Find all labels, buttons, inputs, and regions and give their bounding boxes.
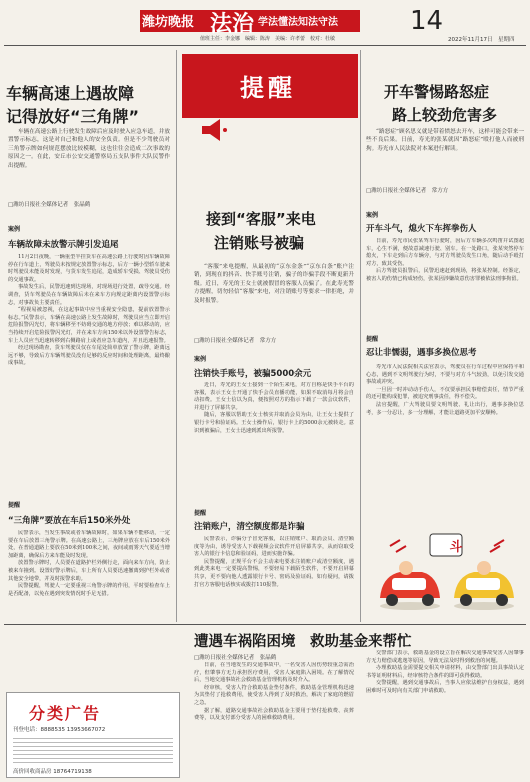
col2-tip-body bbox=[194, 536, 354, 622]
col1-title-line2: 记得放好“三角牌” bbox=[6, 107, 140, 126]
paragraph: 交警部门表示，救助基金的设立旨在解决交通事故受害人因肇事方无力赔偿或逃逸等原因，导致无法及时得到救治的问题。 bbox=[366, 650, 524, 664]
col2-case-tag: 案例 bbox=[194, 356, 207, 363]
col2-tip-tag: 提醒 bbox=[194, 510, 207, 517]
paragraph: 事故发生后，民警迅速到达现场，对现场进行处置，疏导交通。经调查，货车驾驶员在车辆故障后未在来车方向规定距离内设置警示标志，对事故负主要责任。 bbox=[8, 284, 170, 306]
col3-tip-tag: 提醒 bbox=[366, 336, 379, 343]
masthead-rule bbox=[4, 45, 526, 46]
ad-bottom-line: 高价回收商品房 18764719138 bbox=[13, 769, 92, 775]
col1-title-line1: 车辆高速上遇故障 bbox=[6, 84, 135, 103]
col1-lead: 车辆在高速公路上行驶发生故障后应及时驶入应急车道，并放置警示标志，这是对自己和他人的安全负责。但是不少驾驶员对三角警示牌如何规范摆放比较模糊，这也往往会造成二次事故的原因之一。在此，安丘市公安交通警察局五支队事件大队民警作出提醒。 bbox=[8, 129, 170, 169]
col1-case-tag: 案例 bbox=[8, 226, 21, 233]
paragraph: 交警提醒，遇到交通事故后，当事人应依法维护自身权益，遇到困难时可及时向有关部门申请救助。 bbox=[366, 680, 524, 694]
col2-case-body bbox=[194, 382, 354, 504]
masthead bbox=[0, 0, 530, 44]
col3-case-title: 开车斗气，熄火下车挥拳伤人 bbox=[366, 224, 477, 234]
bullhorn-icon bbox=[200, 116, 228, 148]
illustration-sign: 斗 bbox=[449, 540, 463, 555]
col3-byline: □潍坊日报社全媒体记者 常方方 bbox=[366, 188, 449, 194]
col2-tip-title: 注销账户，清空额度都是诈骗 bbox=[194, 522, 305, 532]
bottom-title: 遭遇车祸陷困境 救助基金来帮忙 bbox=[194, 634, 412, 650]
page-number: 14 bbox=[410, 6, 444, 36]
paragraph: 民警提醒，正规平台不会主动来电要求注销账户或清空额度，遇到此类来电一定要提高警惕，不要轻易下载陌生软件，不要开启屏幕共享，更不要向他人透露银行卡号、密码及验证码。如有疑问，请拨打官方客服电话核实或拨打110报警。 bbox=[194, 558, 354, 588]
bottom-body-left bbox=[194, 662, 354, 776]
classified-ad bbox=[6, 692, 180, 778]
issue-date: 2022年11月17日 bbox=[448, 37, 493, 43]
col2-case-title: 注销快手账号，被骗5000余元 bbox=[194, 369, 312, 379]
paragraph: 据了解，道路交通事故社会救助基金主要用于垫付抢救费、丧葬费等，以及支付部分受害人的困难救助费用。 bbox=[194, 707, 354, 722]
bottom-rule bbox=[4, 624, 526, 625]
col1-byline: □潍坊日报社全媒体记者 张晶鹤 bbox=[8, 202, 91, 208]
paragraph: 随后，客服以帮助王女士核实并取消会员为由，让王女士提供了银行卡号和验证码。王女士操作后，银行卡上的5000余元被转走。意识到被骗后，王女士迅速到派出所报警。 bbox=[194, 412, 354, 434]
paragraph: 民警提醒，驾驶人一定要重视三角警示牌的作用，平时要检查车上是否配备，以免在遇到突发情况时手足无措。 bbox=[8, 583, 170, 597]
road-rage-illustration bbox=[370, 528, 524, 622]
newspaper-logo: 潍坊晚报 bbox=[142, 15, 195, 30]
col2-title-line1: 接到“客服”来电 bbox=[206, 210, 316, 228]
col3-tip-title: 忍让非懦弱，遇事多换位思考 bbox=[366, 348, 477, 358]
col1-case-title: 车辆故障未放警示牌引发追尾 bbox=[8, 240, 119, 250]
banner-label: 提醒 bbox=[240, 74, 296, 102]
paragraph: 法官提醒，广大驾驶员要文明驾驶、礼让出行，遇事多换位思考，多一分忍让，多一分理解，才能让道路更加平安顺畅。 bbox=[366, 401, 524, 416]
col2-lead: “客服”来电提醒，从最初的“京东金条”“京东白条”账户注销，到现在的抖音、快手账号注销，骗子的诈骗手段不断更新升级。近日，寿光的王女士就被假冒的客服人员骗了。在此寿光警方提醒，切勿轻信“客服”来电，对注销账号等要求一律拒绝，并及时报警。 bbox=[194, 264, 354, 304]
paragraph: “程视易被忽视，在这起事故中应当重视安全隐患，提前放置警示标志。”民警表示，车辆在高速公路上发生故障时，驾驶员应当立即开启危险报警闪光灯，将车辆移至不妨碍交通的地方停放；难以移动的，应当持续开启危险报警闪光灯，并在来车方向150米以外设置警告标志，车上人员应当迅速转移到右侧路肩上或者应急车道内，并且迅速报警。 bbox=[8, 307, 170, 344]
col2-byline: □潍坊日报社全媒体记者 常方方 bbox=[194, 338, 277, 344]
col3-lead: “路怒症”顾名思义就是带着愤怒去开车，这样可能会带来一些不良后果。日前，寿光的张某就因“路怒症”殴打他人而被刑拘。寿光市人民法院对本案进行解读。 bbox=[366, 129, 524, 152]
col3-case-tag: 案例 bbox=[366, 212, 379, 219]
paragraph: 民警表示，当发生事故或者车辆故障时，如果车辆不能移动，一定要在车后放置三角警示牌。在高速公路上，三角牌应放在车后150米外处，在普通道路上要放在50米到100米之间，夜间或雨雾天气要适当增加距离，确保后方来车能及时发现。 bbox=[8, 530, 170, 559]
paragraph: 放置警示牌时，人员要在道路护栏外侧行走，面向来车方向，防止被来车撞到。设置好警示牌后，车上所有人员要迅速撤离到护栏外或者其他安全地带，并及时报警求助。 bbox=[8, 560, 170, 582]
column-divider bbox=[176, 50, 177, 622]
issue-weekday: 星期四 bbox=[498, 37, 515, 43]
paragraph: 日前，寿光市民张某驾车行驶时，因后方车辆多次鸣笛并试图超车，心生不满，便故意减速行驶、别车。在一处路口，张某突然停车熄火，下车走到后方车辆旁，与对方驾驶员发生口角，随后动手殴打对方，致其受伤。 bbox=[366, 238, 524, 267]
paragraph: 11月2日夜晚，一辆重型半挂货车在高速公路上行驶时因车辆故障停在行车道上，驾驶员未按规定放置警示标志，后方一辆小型轿车驶来时驾驶员未能及时发现，与货车发生追尾，造成轿车受损、驾驶员受伤的交通事故。 bbox=[8, 254, 170, 283]
paragraph: 民警表示，诈骗分子冒充客服，以注销账户、取消会员、清空额度等为由，诱导受害人下载视频会议软件开启屏幕共享，从而窃取受害人的银行卡信息和验证码，进而实施诈骗。 bbox=[194, 536, 354, 558]
col1-tip-tag: 提醒 bbox=[8, 502, 21, 509]
paragraph: 寿光市人民法院相关法官表示，驾驶员在行车过程中应保持平和心态，遇到不文明驾驶行为时，不要与对方斗气较劲，以免引发交通事故或冲突。 bbox=[366, 364, 524, 386]
col1-tip-body bbox=[8, 530, 170, 622]
paragraph: 经审核，受害人符合救助基金垫付条件，救助基金管理机构迅速为其垫付了抢救费用，使受害人得到了及时救治，解决了家庭的燃眉之急。 bbox=[194, 684, 354, 706]
paragraph: 近日，寿光的王女士接到一个陌生来电，对方自称是快手平台的客服，表示王女士开通了快手会员直播功能，如果不取消每月将会自动扣费。王女士信以为真，便按照对方的指示下载了一款会议软件，并进行了屏幕共享。 bbox=[194, 382, 354, 411]
section-slogan: 学法懂法知法守法 bbox=[258, 17, 338, 28]
col3-case-body bbox=[366, 238, 524, 328]
ad-listing-rows bbox=[13, 735, 173, 763]
paragraph: 一旦因一时冲动动手伤人，不仅要承担民事赔偿责任，情节严重的还可能构成犯罪，被追究刑事责任，得不偿失。 bbox=[366, 386, 524, 401]
banner bbox=[182, 54, 358, 118]
paragraph: 日前，在当地发生的交通事故中，一名受害人因伤势较重急需治疗，但肇事方无力承担医疗费用，受害人家庭陷入困境。在了解情况后，当地交通事故社会救助基金管理机构及时介入。 bbox=[194, 662, 354, 684]
col3-tip-body bbox=[366, 364, 524, 524]
paragraph: 办理救助基金需要提交相关申请材料，由交警部门出具事故认定书等证明材料后，经审核符合条件的即可获得救助。 bbox=[366, 665, 524, 679]
col3-title-line1: 开车警惕路怒症 bbox=[384, 83, 490, 101]
editors-line: 值班主任：李金娜 编辑：陈涛 美编：许孝蕾 校对：杜敏 bbox=[200, 36, 336, 42]
col3-title-line2: 路上较劲危害多 bbox=[392, 106, 498, 124]
ad-phone: 刊登电话：8888535 13953667072 bbox=[13, 727, 106, 733]
bottom-byline: □潍坊日报社全媒体记者 张晶鹤 bbox=[194, 655, 277, 661]
col1-tip-title: “三角牌”要放在车后150米外处 bbox=[8, 516, 131, 526]
col2-title-line2: 注销账号被骗 bbox=[214, 234, 305, 252]
column-divider bbox=[360, 50, 361, 622]
ad-title: 分类广告 bbox=[29, 704, 102, 723]
bottom-body-right bbox=[366, 650, 524, 776]
section-title: 法治 bbox=[210, 12, 255, 37]
paragraph: 后方驾驶员报警后，民警迅速赶到现场，将张某控制。经鉴定，被害人的伤情已构成轻伤，张某因涉嫌故意伤害罪被依法刑事拘留。 bbox=[366, 268, 524, 282]
col1-case-body bbox=[8, 254, 170, 492]
paragraph: 经过现场勘查，货车驾驶员仅在车尾处简单放置了警示牌，距离远远不够，导致后方车辆驾驶员没有足够的反应时间和处理距离，最终酿成事故。 bbox=[8, 345, 170, 367]
